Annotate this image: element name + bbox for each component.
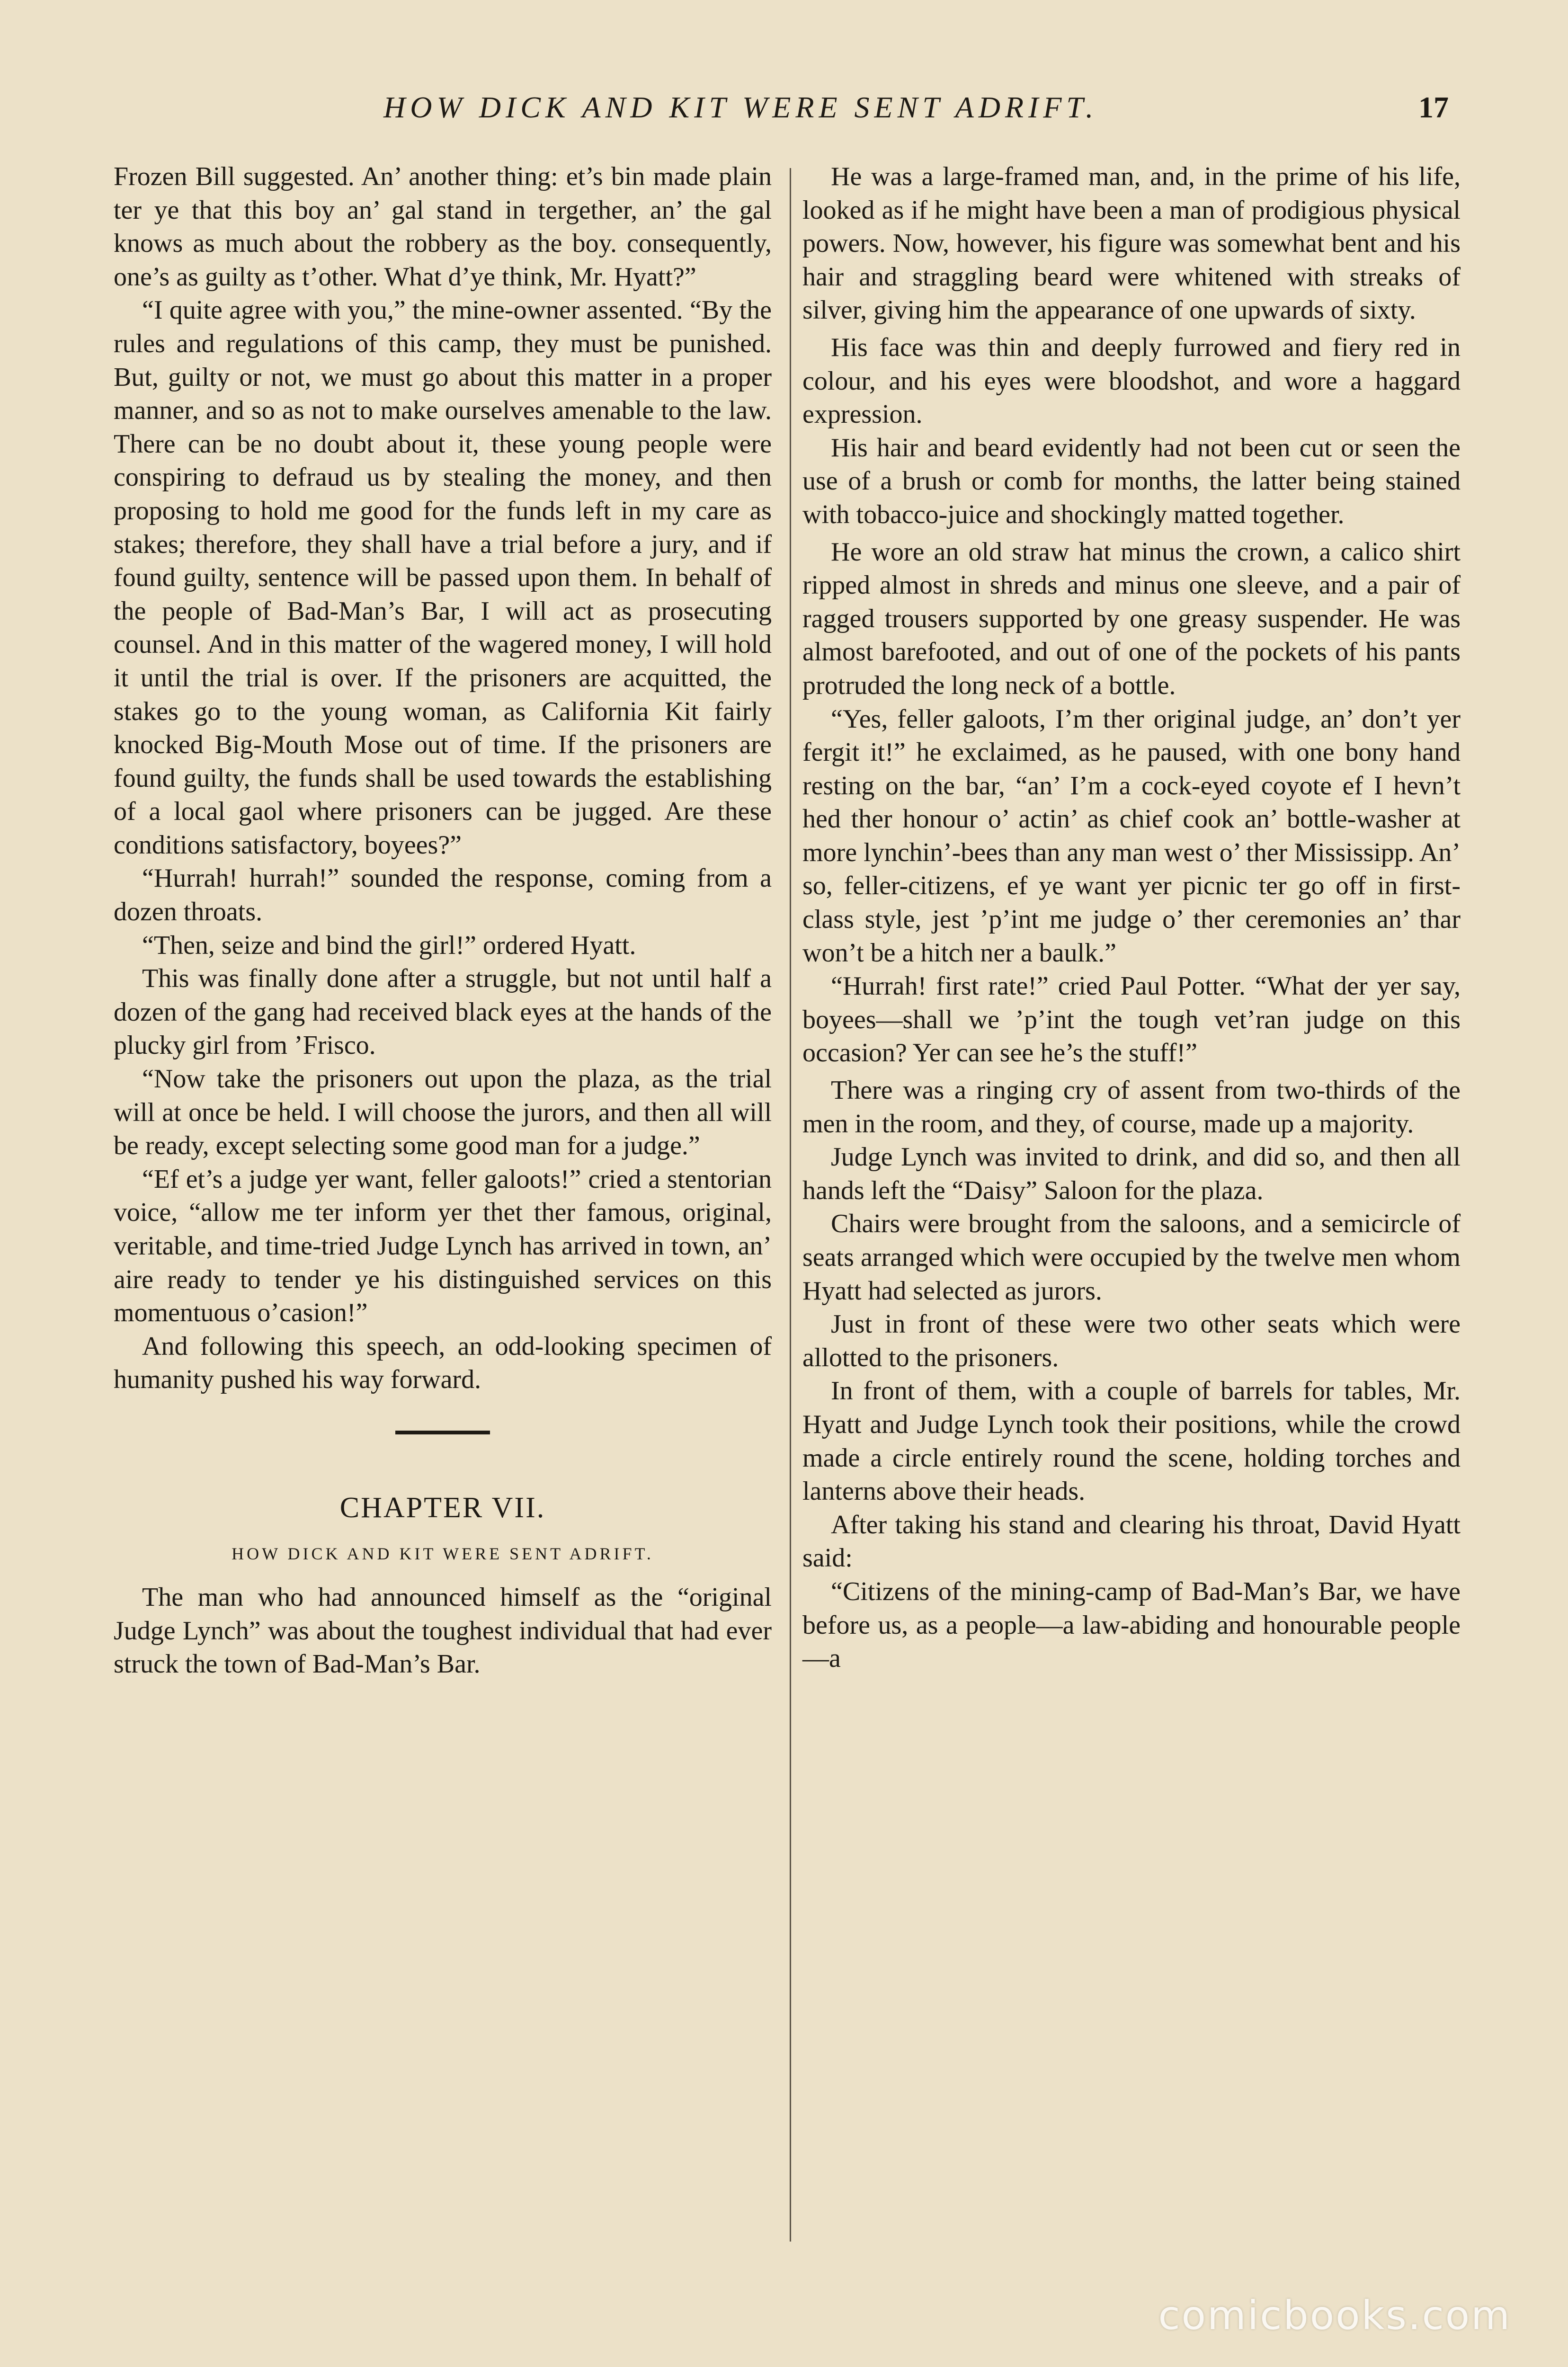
paragraph: “Ef et’s a judge yer want, feller galoots!” cried a stentorian voice, “allow me ter inform yer thet ther famous, original, veritable, and time-tried Judge Lynch has arrived in town, an’ aire ready to tender ye his distinguished services on this momentuous o’casion!”: [114, 1164, 772, 1328]
page-number: 17: [1418, 90, 1449, 124]
paragraph: “Yes, feller galoots, I’m ther original judge, an’ don’t yer fergit it!” he exclaimed, as he paused, with one bony hand resting on the bar, “an’ I’m a cock-eyed coyote ef I hevn’t hed ther honour o’ actin’ as chief cook an’ bottle-washer at more lynchin’-bees than any man west o’ ther Mississipp. An’ so, feller-citizens, ef ye want yer picnic ter go off in first-class style, jest ’p’int me judge o’ ther ceremonies an’ thar won’t be a hitch ner a baulk.”: [802, 704, 1461, 968]
right-column: [802, 160, 1461, 1675]
paragraph: Frozen Bill suggested. An’ another thing: et’s bin made plain ter ye that this boy an’ gal stand in tergether, an’ the gal knows as much about the robbery as the boy. consequently, one’s as guilty as t’other. What d’ye think, Mr. Hyatt?”: [114, 162, 772, 292]
paragraph: There was a ringing cry of assent from two-thirds of the men in the room, and they, of course, made up a majority.: [802, 1076, 1461, 1139]
paragraph: “Hurrah! hurrah!” sounded the response, coming from a dozen throats.: [114, 863, 772, 927]
paragraph: “Now take the prisoners out upon the plaza, as the trial will at once be held. I will choose the jurors, and then all will be ready, except selecting some good man for a judge.”: [114, 1064, 772, 1161]
paragraph: His hair and beard evidently had not been cut or seen the use of a brush or comb for months, the latter being stained with tobacco-juice and shockingly matted together.: [802, 433, 1461, 529]
chapter-title: CHAPTER VII.: [339, 1491, 546, 1524]
paragraph: “Then, seize and bind the girl!” ordered Hyatt.: [142, 930, 636, 960]
paragraph: Chairs were brought from the saloons, and a semicircle of seats arranged which were occupied by the twelve men whom Hyatt had selected as jurors.: [802, 1209, 1461, 1306]
paragraph: Judge Lynch was invited to drink, and did so, and then all hands left the “Daisy” Saloon for the plaza.: [802, 1142, 1461, 1205]
paragraph: After taking his stand and clearing his throat, David Hyatt said:: [802, 1510, 1461, 1573]
paragraph: Just in front of these were two other seats which were allotted to the prisoners.: [802, 1309, 1461, 1372]
site-watermark: comicbooks.com: [1158, 2292, 1511, 2339]
section-rule: [395, 1431, 490, 1434]
chapter-opening-paragraph: The man who had announced himself as the “original Judge Lynch” was about the toughest individual that had ever struck the town of Bad-Man’s Bar.: [114, 1583, 772, 1679]
column-divider: [790, 168, 791, 2242]
paragraph: “Hurrah! first rate!” cried Paul Potter. “What der yer say, boyees—shall we ’p’int the tough vet’ran judge on this occasion? Yer can see he’s the stuff!”: [802, 971, 1461, 1068]
paragraph: He was a large-framed man, and, in the prime of his life, looked as if he might have been a man of prodigious physical powers. Now, however, his figure was somewhat bent and his hair and straggling beard were whitened with streaks of silver, giving him the appearance of one upwards of sixty.: [802, 162, 1461, 325]
paragraph: “Citizens of the mining-camp of Bad-Man’s Bar, we have before us, as a people—a law-abiding and honourable people—a: [802, 1576, 1461, 1673]
left-column: [114, 160, 772, 1681]
paragraph: And following this speech, an odd-looking specimen of humanity pushed his way forward.: [114, 1331, 772, 1395]
paragraph: This was finally done after a struggle, but not until half a dozen of the gang had received black eyes at the hands of the plucky girl from ’Frisco.: [114, 964, 772, 1060]
paragraph: “I quite agree with you,” the mine-owner assented. “By the rules and regulations of this camp, they must be punished. But, guilty or not, we must go about this matter in a proper manner, and so as not to make ourselves amenable to the law. There can be no doubt about it, these young people were conspiring to defraud us by stealing the money, and then proposing to hold me good for the funds left in my care as stakes; therefore, they shall have a trial before a jury, and if found guilty, sentence will be passed upon them. In behalf of the people of Bad-Man’s Bar, I will act as prosecuting counsel. And in this matter of the wagered money, I will hold it until the trial is over. If the prisoners are acquitted, the stakes go to the young woman, as California Kit fairly knocked Big-Mouth Mose out of time. If the prisoners are found guilty, the funds shall be used towards the establishing of a local gaol where prisoners can be jugged. Are these conditions satisfactory, boyees?”: [114, 295, 772, 860]
page-header: [109, 90, 1458, 137]
paragraph: He wore an old straw hat minus the crown, a calico shirt ripped almost in shreds and minus one sleeve, and a pair of ragged trousers supported by one greasy suspender. He was almost barefooted, and out of one of the pockets of his pants protruded the long neck of a bottle.: [802, 537, 1461, 700]
paragraph: His face was thin and deeply furrowed and fiery red in colour, and his eyes were bloodshot, and wore a haggard expression.: [802, 332, 1461, 429]
chapter-subtitle: HOW DICK AND KIT WERE SENT ADRIFT.: [232, 1544, 654, 1563]
paragraph: In front of them, with a couple of barrels for tables, Mr. Hyatt and Judge Lynch took their positions, while the crowd made a circle entirely round the scene, holding torches and lanterns above their heads.: [802, 1376, 1461, 1506]
running-title: HOW DICK AND KIT WERE SENT ADRIFT.: [383, 90, 1098, 124]
